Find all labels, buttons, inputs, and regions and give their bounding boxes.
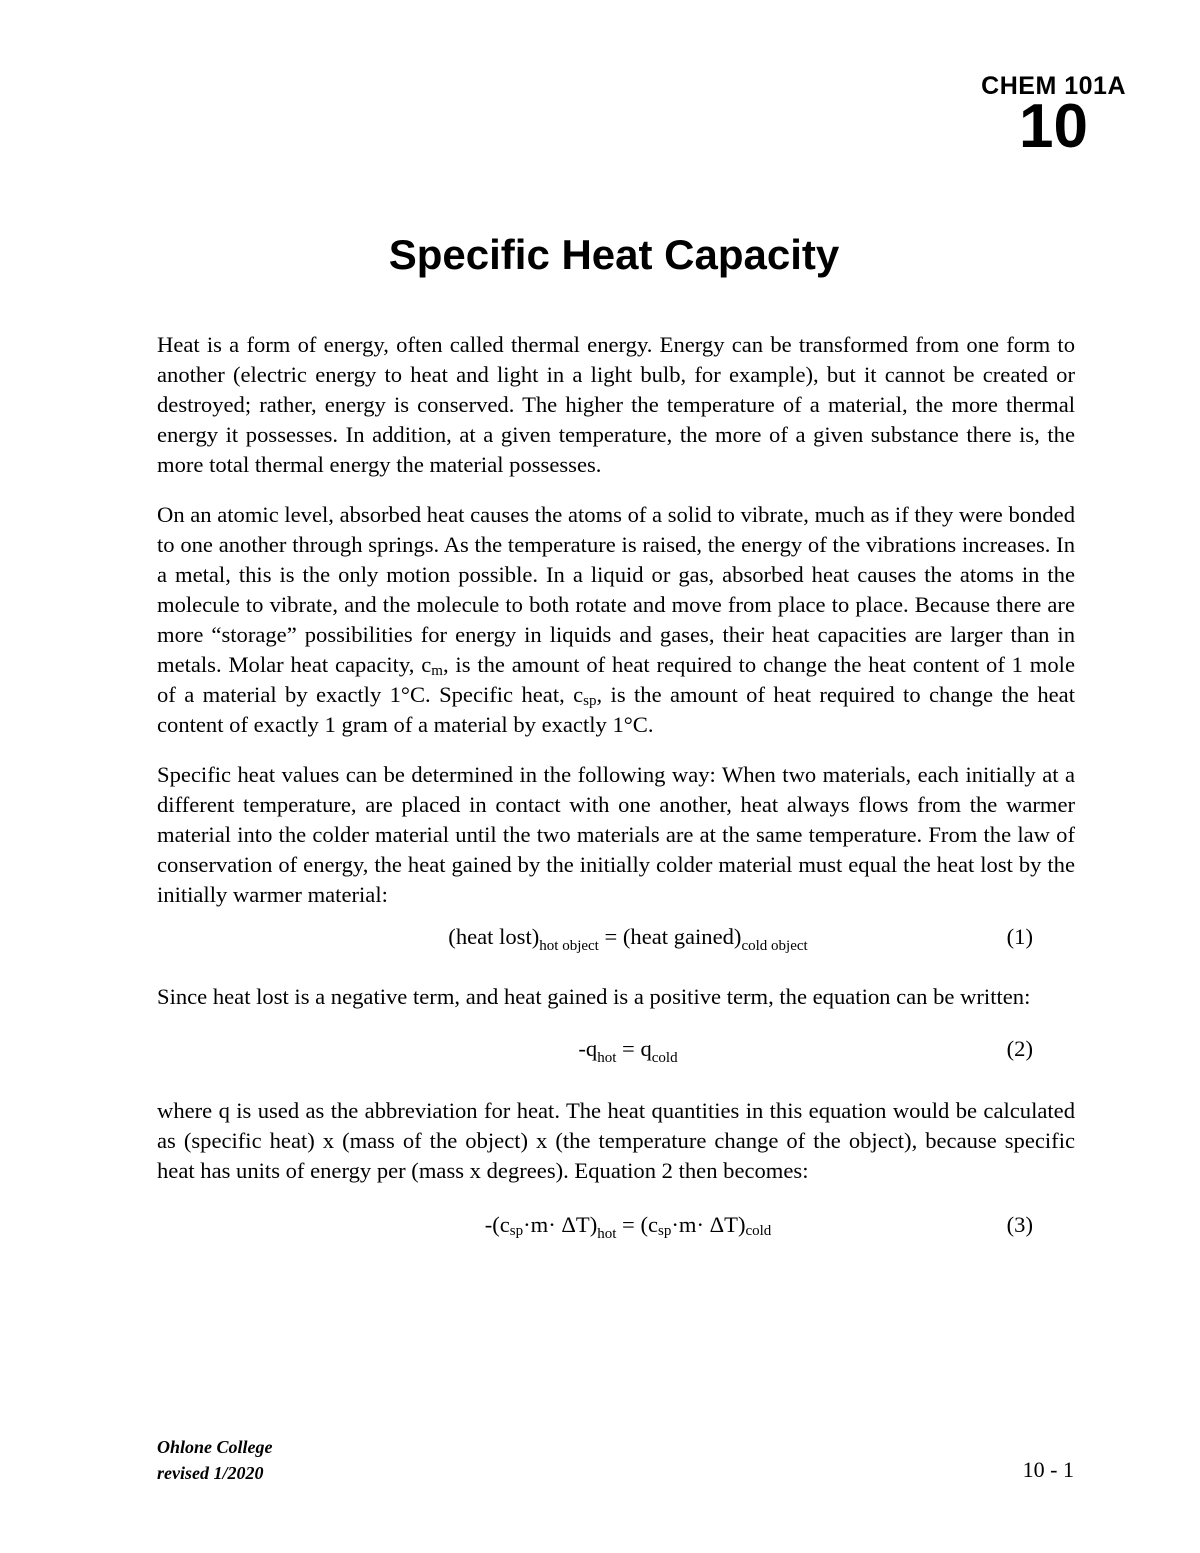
- eq-subscript: hot: [597, 1050, 617, 1066]
- paragraph-specific-heat-method: Specific heat values can be determined in the following way: When two materials, each initially at a different temperature, are placed in contact with one another, heat always flows from the warmer material into the colder material until the two materials are at the same temperature. From the law of conservation of energy, the heat gained by the initially colder material must equal the heat lost by the initially warmer material:: [157, 762, 1075, 907]
- eq-term: -q: [578, 1036, 598, 1061]
- eq-term: -(c: [484, 1212, 510, 1237]
- paragraph-atomic-level: [157, 500, 1075, 740]
- college-name: Ohlone College: [157, 1437, 273, 1457]
- subscript-sp: sp: [583, 693, 597, 709]
- equation-number: (1): [1006, 924, 1033, 949]
- eq-term: = q: [616, 1036, 652, 1061]
- paragraph-text: , is the amount of heat required to change the heat content of exactly 1 gram of a material by exactly 1°C.: [157, 682, 1075, 737]
- eq-term: ·m· ΔT): [671, 1212, 746, 1237]
- page-title: Specific Heat Capacity: [388, 231, 840, 278]
- eq-subscript: cold: [745, 1223, 772, 1239]
- paragraph-q-abbreviation: where q is used as the abbreviation for heat. The heat quantities in this equation would be calculated as (specific heat) x (mass of the object) x (the temperature change of the object), because specific heat has units of energy per (mass x degrees). Equation 2 then becomes:: [157, 1098, 1075, 1183]
- eq-term: (heat lost): [448, 924, 540, 949]
- paragraph-text: On an atomic level, absorbed heat causes the atoms of a solid to vibrate, much as if they were bonded to one another through springs. As the temperature is raised, the energy of the vibrations increases. In a metal, this is the only motion possible. In a liquid or gas, absorbed heat causes the atoms in the molecule to vibrate, and the molecule to both rotate and move from place to place. Because there are more “storage” possibilities for energy in liquids and gases, their heat capacities are larger than in metals. Molar heat capacity, c: [157, 502, 1075, 677]
- eq-subscript: hot object: [539, 938, 599, 954]
- eq-subscript: sp: [509, 1223, 524, 1239]
- equation-expression: [157, 1210, 1099, 1240]
- document-body: [157, 330, 1075, 1270]
- chapter-number: 10: [1019, 92, 1088, 161]
- paragraph-heat-lost-negative: Since heat lost is a negative term, and heat gained is a positive term, the equation can be written:: [157, 984, 1031, 1009]
- eq-term: = (c: [616, 1212, 658, 1237]
- paragraph-text: , is the amount of heat required to change the heat content of 1 mole of a material by exactly 1°C. Specific heat, c: [157, 652, 1075, 707]
- eq-subscript: cold object: [741, 938, 808, 954]
- equation-number: (2): [1006, 1036, 1033, 1061]
- eq-subscript: cold: [651, 1050, 678, 1066]
- course-code: CHEM 101A: [981, 72, 1126, 100]
- eq-term: = (heat gained): [598, 924, 742, 949]
- equation-2: [157, 1034, 1075, 1074]
- equation-1: [157, 922, 1075, 962]
- eq-subscript: hot: [597, 1226, 617, 1242]
- eq-term: ·m· ΔT): [523, 1212, 598, 1237]
- equation-expression: [157, 922, 1099, 952]
- paragraph-thermal-energy: Heat is a form of energy, often called thermal energy. Energy can be transformed from one form to another (electric energy to heat and light in a light bulb, for example), but it cannot be created or destroyed; rather, energy is conserved. The higher the temperature of a material, the more thermal energy it possesses. In addition, at a given temperature, the more of a given substance there is, the more total thermal energy the material possesses.: [157, 332, 1075, 477]
- subscript-m: m: [431, 663, 443, 679]
- equation-number: (3): [1006, 1212, 1033, 1237]
- page-number: 10 - 1: [1022, 1457, 1074, 1482]
- footer-institution: [157, 1434, 273, 1486]
- revision-date: revised 1/2020: [157, 1463, 264, 1483]
- equation-expression: [157, 1034, 1099, 1064]
- eq-subscript: sp: [658, 1223, 672, 1239]
- equation-3: [157, 1210, 1075, 1250]
